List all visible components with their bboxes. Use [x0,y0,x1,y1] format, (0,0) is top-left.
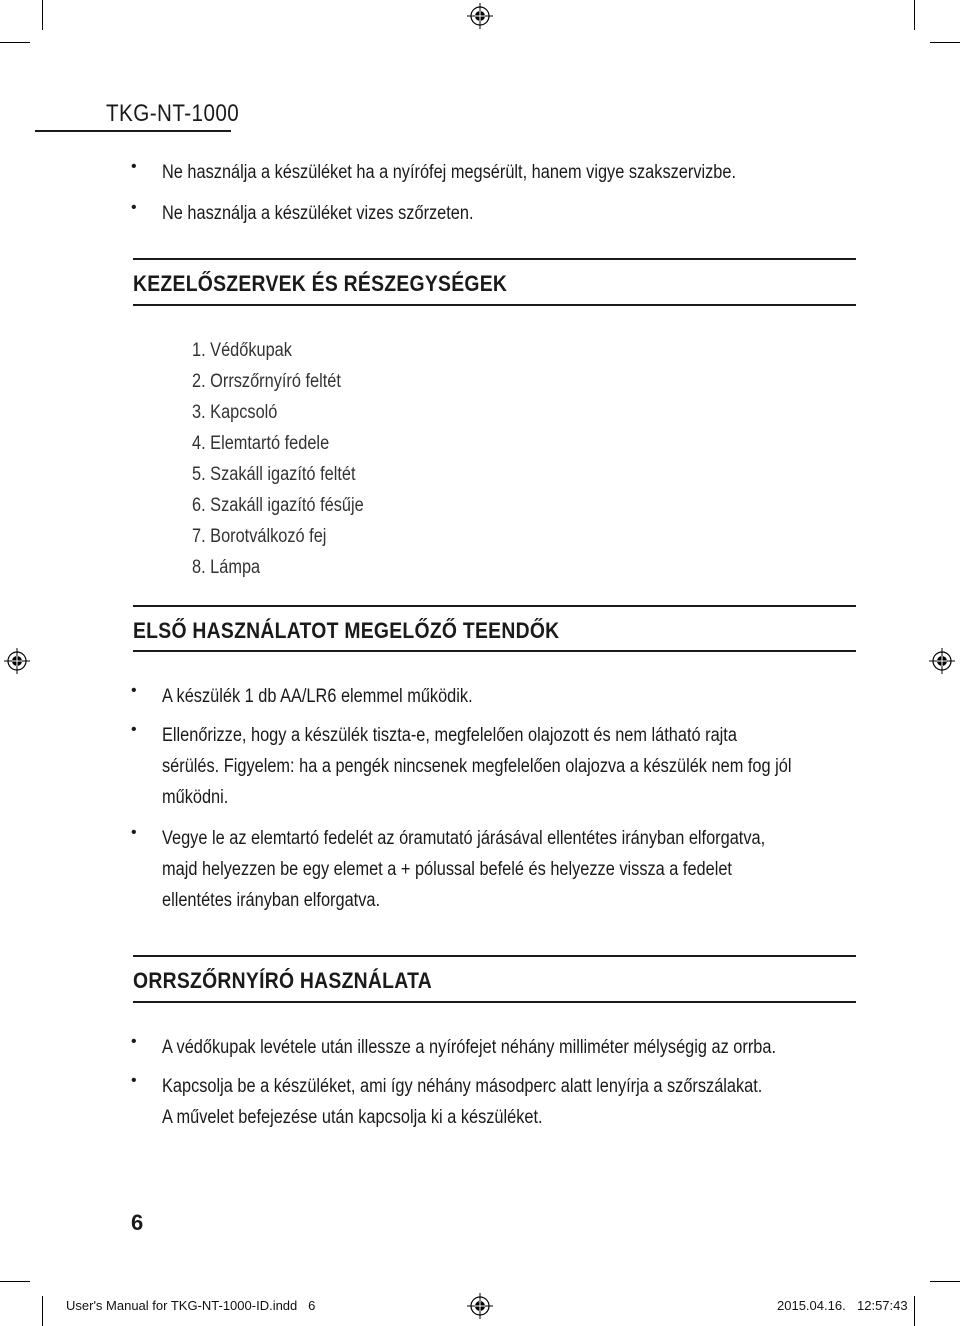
crop-mark [42,1296,43,1326]
section-rule [133,605,856,607]
section-rule [133,955,856,957]
crop-mark [0,1281,30,1282]
bullet-icon: • [131,682,137,699]
paragraph-line: Ellenőrizze, hogy a készülék tiszta-e, megfelelően olajozott és nem látható rajta [162,725,737,746]
bullet-icon: • [131,1033,137,1050]
list-item: 4. Elemtartó fedele [192,433,330,454]
list-item: 6. Szakáll igazító fésűje [192,495,364,516]
list-item: 1. Védőkupak [192,340,292,361]
list-item: 2. Orrszőrnyíró feltét [192,371,341,392]
paragraph-line: A művelet befejezése után kapcsolja ki a készüléket. [162,1107,543,1128]
list-item: 3. Kapcsoló [192,402,278,423]
intro-bullet: Ne használja a készüléket ha a nyírófej megsérült, hanem vigye szakszervizbe. [162,162,737,183]
crop-mark [0,42,30,43]
paragraph-line: A védőkupak levétele után illessze a nyírófejet néhány milliméter mélységig az orrba. [162,1037,776,1058]
list-item: 5. Szakáll igazító feltét [192,464,356,485]
footer-date: 2015.04.16. [777,1298,846,1313]
section-title: KEZELŐSZERVEK ÉS RÉSZEGYSÉGEK [133,271,508,296]
crop-mark [914,0,915,30]
crop-mark [914,1296,915,1326]
paragraph-line: majd helyezzen be egy elemet a + pólussal befelé és helyezze vissza a fedelet [162,859,732,880]
section-rule [133,650,856,652]
section-rule [133,304,856,306]
footer-time: 12:57:43 [857,1298,908,1313]
page-number: 6 [131,1210,144,1235]
crop-mark [930,1281,960,1282]
section-title: ELSŐ HASZNÁLATOT MEGELŐZŐ TEENDŐK [133,618,560,643]
model-header: TKG-NT-1000 [106,100,240,127]
paragraph-line: működni. [162,787,229,808]
paragraph-line: ellentétes irányban elforgatva. [162,890,381,911]
list-item: 8. Lámpa [192,557,261,578]
bullet-icon: • [131,199,137,216]
paragraph-line: Vegye le az elemtartó fedelét az óramutató járásával ellentétes irányban elforgatva, [162,828,766,849]
paragraph-line: Kapcsolja be a készüléket, ami így néhány másodperc alatt lenyírja a szőrszálakat. [162,1076,763,1097]
registration-mark-icon [4,648,30,674]
bullet-icon: • [131,824,137,841]
list-item: 7. Borotválkozó fej [192,526,327,547]
footer-file: User's Manual for TKG-NT-1000-ID.indd 6 [66,1298,316,1313]
paragraph-line: A készülék 1 db AA/LR6 elemmel működik. [162,686,473,707]
registration-mark-icon [467,1293,493,1319]
registration-mark-icon [929,648,955,674]
registration-mark-icon [467,3,493,29]
section-title: ORRSZŐRNYÍRÓ HASZNÁLATA [133,968,432,993]
bullet-icon: • [131,158,137,175]
section-rule [133,258,856,260]
section-rule [133,1001,856,1003]
header-rule [35,130,231,132]
crop-mark [930,42,960,43]
intro-bullet: Ne használja a készüléket vizes szőrzeten. [162,203,474,224]
bullet-icon: • [131,1072,137,1089]
paragraph-line: sérülés. Figyelem: ha a pengék nincsenek megfelelően olajozva a készülék nem fog jól [162,756,792,777]
bullet-icon: • [131,721,137,738]
crop-mark [42,0,43,30]
